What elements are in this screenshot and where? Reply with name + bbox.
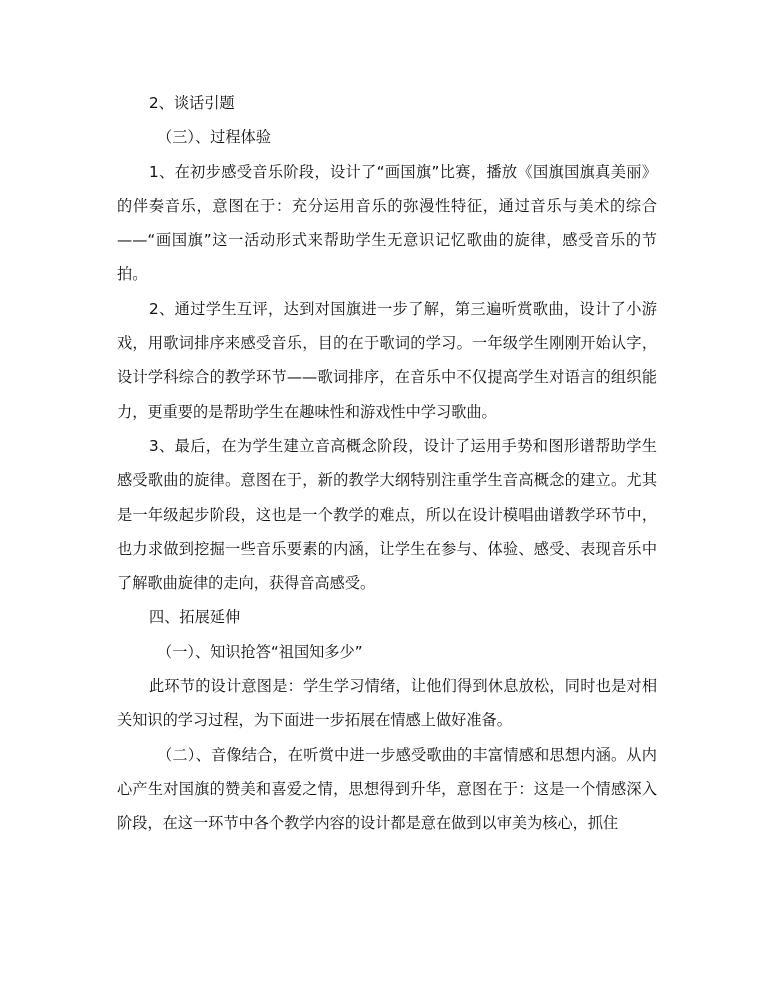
document-body	[117, 86, 657, 841]
section-heading-process-experience: （三）、过程体验	[157, 128, 271, 147]
paragraph-step-3: 3、最后，在为学生建立音高概念阶段，设计了运用手势和图形谱帮助学生感受歌曲的旋律。意图在于，新的教学大纲特别注重学生音高概念的建立。尤其是一年级起步阶段，这也是一个教学的难点，所以在设计模唱曲谱教学环节中，也力求做到挖掘一些音乐要素的内涵，让学生在参与、体验、感受、表现音乐中了解歌曲旋律的走向，获得音高感受。	[117, 436, 657, 593]
paragraph-talk-intro: 2、谈话引题	[149, 94, 235, 112]
section-heading-extension: 四、拓展延伸	[149, 608, 241, 627]
paragraph-quiz-intent: 此环节的设计意图是：学生学习情绪，让他们得到休息放松，同时也是对相关知识的学习过程，为下面进一步拓展在情感上做好准备。	[117, 677, 657, 730]
subheading-knowledge-quiz: （一）、知识抢答“祖国知多少”	[157, 642, 363, 661]
paragraph-step-2: 2、通过学生互评，达到对国旗进一步了解，第三遍听赏歌曲，设计了小游戏，用歌词排序来感受音乐，目的在于歌词的学习。一年级学生刚刚开始认字，设计学科综合的教学环节——歌词排序，在音乐中不仅提高学生对语言的组织能力，更重要的是帮助学生在趣味性和游戏性中学习歌曲。	[117, 299, 657, 421]
paragraph-step-1: 1、在初步感受音乐阶段，设计了“画国旗”比赛，播放《国旗国旗真美丽》的伴奏音乐，意图在于：充分运用音乐的弥漫性特征，通过音乐与美术的综合——“画国旗”这一活动形式来帮助学生无意识记忆歌曲的旋律，感受音乐的节拍。	[117, 162, 657, 284]
paragraph-audio-visual: （二）、音像结合，在听赏中进一步感受歌曲的丰富情感和思想内涵。从内心产生对国旗的赞美和喜爱之情，思想得到升华，意图在于：这是一个情感深入阶段，在这一环节中各个教学内容的设计都是意在做到以审美为核心，抓住	[117, 745, 657, 833]
